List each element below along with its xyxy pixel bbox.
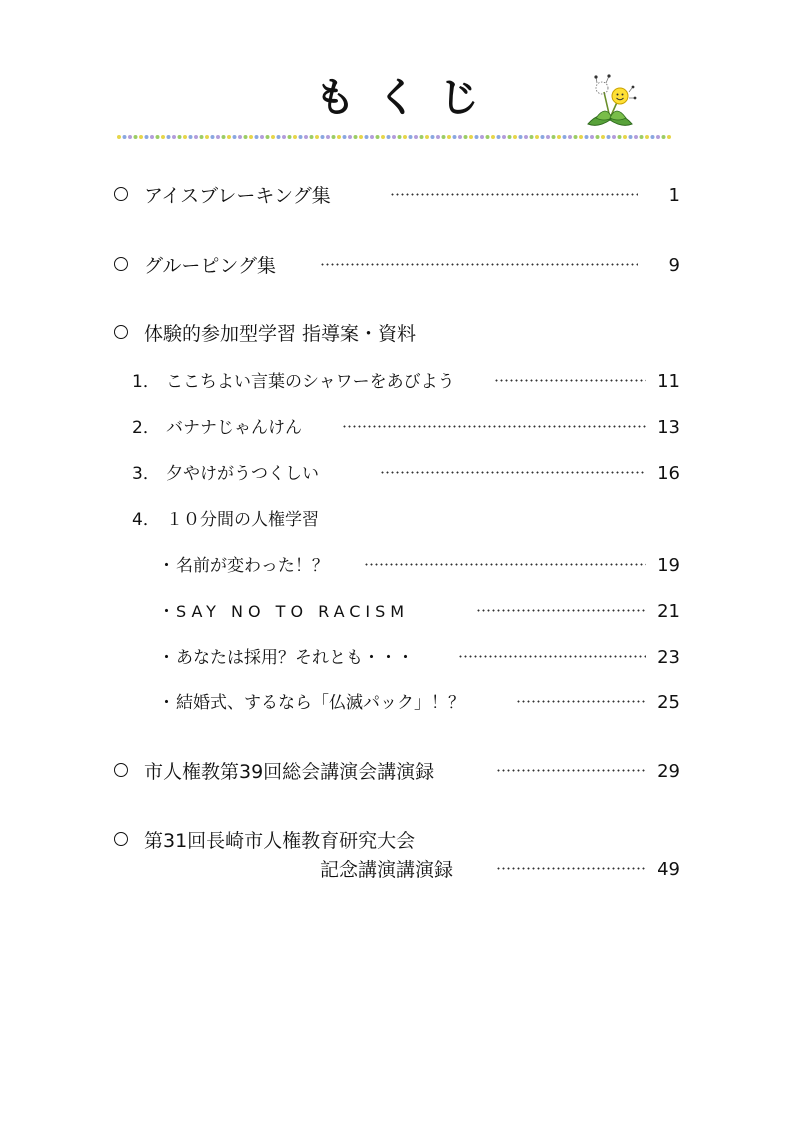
divider-dot (211, 135, 215, 139)
divider-dot (348, 135, 352, 139)
divider-dot (277, 135, 281, 139)
divider-dot (568, 135, 572, 139)
divider-dot (249, 135, 253, 139)
divider-dot (420, 135, 424, 139)
divider-dot (579, 135, 583, 139)
toc-entry-page: 25 (657, 692, 680, 713)
divider-dot (447, 135, 451, 139)
divider-dot (156, 135, 160, 139)
toc-entry-label: 結婚式、するなら「仏滅パック」！？ (176, 693, 465, 713)
dot-leader (320, 263, 638, 266)
divider-dot (662, 135, 666, 139)
divider-dot (640, 135, 644, 139)
toc-entry-banana-janken[interactable] (0, 413, 794, 443)
toc-entry-number: 1． (132, 372, 160, 392)
divider-dot (634, 135, 638, 139)
divider-dot (513, 135, 517, 139)
divider-dot (469, 135, 473, 139)
toc-entry-label: 名前が変わった！？ (176, 556, 329, 576)
divider-dot (392, 135, 396, 139)
divider-dot (150, 135, 154, 139)
toc-entry-number: 2． (132, 418, 160, 438)
divider-dot (183, 135, 187, 139)
divider-dot (491, 135, 495, 139)
toc-entry-bullet: ・ (158, 556, 175, 576)
divider-dot (552, 135, 556, 139)
divider-dot (458, 135, 462, 139)
page-title: もくじ (315, 75, 501, 121)
divider-dot (557, 135, 561, 139)
divider-dot (546, 135, 550, 139)
divider-dot (618, 135, 622, 139)
toc-entry-label: 体験的参加型学習 指導案・資料 (144, 323, 417, 345)
toc-entry-page: 16 (657, 463, 680, 484)
divider-dot (607, 135, 611, 139)
toc-entry-say-no-to-racism[interactable] (0, 597, 794, 627)
divider-dot (651, 135, 655, 139)
dot-leader (458, 655, 646, 658)
toc-entry-label: 夕やけがうつくしい (166, 464, 319, 484)
divider-dot (519, 135, 523, 139)
circle-bullet-icon (114, 187, 128, 201)
toc-entry-label: SAY NO TO RACISM (176, 602, 410, 621)
divider-dot (304, 135, 308, 139)
divider-dot (117, 135, 121, 139)
divider-dot (293, 135, 297, 139)
toc-section-participatory-learning[interactable] (0, 319, 794, 349)
divider-dot (167, 135, 171, 139)
toc-entry-number: 3． (132, 464, 160, 484)
divider-dot (508, 135, 512, 139)
divider-dot (480, 135, 484, 139)
divider-dot (359, 135, 363, 139)
divider-dot (282, 135, 286, 139)
divider-dot (216, 135, 220, 139)
toc-entry-research-conference[interactable] (0, 826, 794, 856)
dotted-divider (116, 133, 672, 141)
toc-entry-label: あなたは採用？それとも・・・ (176, 648, 414, 668)
divider-dot (189, 135, 193, 139)
divider-dot (134, 135, 138, 139)
dot-leader (364, 563, 646, 566)
toc-entry-page: 23 (657, 647, 680, 668)
toc-entry-saiyou[interactable] (0, 643, 794, 673)
toc-entry-page: 21 (657, 601, 680, 622)
toc-subsection-10min-learning[interactable] (0, 505, 794, 535)
divider-dot (255, 135, 259, 139)
circle-bullet-icon (114, 763, 128, 777)
divider-dot (436, 135, 440, 139)
divider-dot (310, 135, 314, 139)
divider-dot (376, 135, 380, 139)
toc-entry-page: 19 (657, 555, 680, 576)
divider-dot (321, 135, 325, 139)
divider-dot (205, 135, 209, 139)
divider-dot (244, 135, 248, 139)
divider-dot (139, 135, 143, 139)
divider-dot (403, 135, 407, 139)
divider-dot (332, 135, 336, 139)
divider-dot (227, 135, 231, 139)
circle-bullet-icon (114, 325, 128, 339)
toc-entry-label: 記念講演講演録 (320, 859, 454, 881)
divider-dot (425, 135, 429, 139)
divider-dot (288, 135, 292, 139)
divider-dot (464, 135, 468, 139)
divider-dot (563, 135, 567, 139)
circle-bullet-icon (114, 832, 128, 846)
dot-leader (390, 193, 638, 196)
divider-dot (370, 135, 374, 139)
toc-entry-page: 1 (668, 185, 680, 206)
divider-dot (667, 135, 671, 139)
divider-dot (337, 135, 341, 139)
toc-entry-page: 13 (657, 417, 680, 438)
divider-dot (128, 135, 132, 139)
divider-dot (645, 135, 649, 139)
divider-dot (326, 135, 330, 139)
divider-dot (590, 135, 594, 139)
toc-entry-grouping[interactable] (0, 251, 794, 281)
divider-dot (629, 135, 633, 139)
toc-entry-label: グルーピング集 (144, 255, 277, 277)
divider-dot (431, 135, 435, 139)
divider-dot (381, 135, 385, 139)
divider-dot (530, 135, 534, 139)
divider-dot (398, 135, 402, 139)
divider-dot (315, 135, 319, 139)
divider-dot (623, 135, 627, 139)
divider-dot (409, 135, 413, 139)
toc-entry-page: 49 (657, 859, 680, 880)
toc-entry-number: 4． (132, 510, 160, 530)
divider-dot (233, 135, 237, 139)
divider-dot (161, 135, 165, 139)
toc-entry-page: 29 (657, 761, 680, 782)
circle-bullet-icon (114, 257, 128, 271)
divider-dot (574, 135, 578, 139)
divider-dot (178, 135, 182, 139)
divider-dot (612, 135, 616, 139)
toc-entry-namae[interactable] (0, 551, 794, 581)
dot-leader (380, 471, 646, 474)
toc-entry-page: 11 (657, 371, 680, 392)
toc-entry-label: 市人権教第39回総会講演会講演録 (144, 761, 435, 783)
toc-entry-label: ここちよい言葉のシャワーをあびよう (166, 372, 455, 392)
toc-entry-bullet: ・ (158, 602, 175, 622)
divider-dot (238, 135, 242, 139)
divider-dot (354, 135, 358, 139)
toc-entry-label: １０分間の人権学習 (166, 510, 319, 530)
divider-dot (524, 135, 528, 139)
divider-dot (453, 135, 457, 139)
toc-entry-bullet: ・ (158, 648, 175, 668)
divider-dot (442, 135, 446, 139)
toc-entry-page: 9 (668, 255, 680, 276)
toc-entry-label: バナナじゃんけん (166, 418, 302, 438)
divider-dot (535, 135, 539, 139)
divider-dot (486, 135, 490, 139)
dot-leader (342, 425, 646, 428)
divider-dot (200, 135, 204, 139)
divider-dot (365, 135, 369, 139)
divider-dot (502, 135, 506, 139)
divider-dot (123, 135, 127, 139)
divider-dot (172, 135, 176, 139)
divider-dot (541, 135, 545, 139)
divider-dot (414, 135, 418, 139)
toc-entry-general-meeting-lecture[interactable] (0, 757, 794, 787)
divider-dot (497, 135, 501, 139)
divider-dot (656, 135, 660, 139)
divider-dot (596, 135, 600, 139)
divider-dot (585, 135, 589, 139)
toc-entry-bullet: ・ (158, 693, 175, 713)
dandelion-smiley-icon (582, 74, 640, 132)
toc-entry-memorial-lecture[interactable] (0, 855, 794, 885)
divider-dot (475, 135, 479, 139)
divider-dot (271, 135, 275, 139)
divider-dot (343, 135, 347, 139)
toc-entry-label: 第31回長崎市人権教育研究大会 (144, 830, 416, 852)
divider-dot (222, 135, 226, 139)
divider-dot (145, 135, 149, 139)
divider-dot (387, 135, 391, 139)
toc-entry-kotoba-shower[interactable] (0, 367, 794, 397)
divider-dot (299, 135, 303, 139)
divider-dot (260, 135, 264, 139)
toc-entry-icebreaking[interactable] (0, 181, 794, 211)
divider-dot (601, 135, 605, 139)
toc-entry-yuyake[interactable] (0, 459, 794, 489)
toc-entry-label: アイスブレーキング集 (144, 185, 331, 207)
divider-dot (194, 135, 198, 139)
divider-dot (266, 135, 270, 139)
toc-entry-butsumetsu-pack[interactable] (0, 688, 794, 718)
